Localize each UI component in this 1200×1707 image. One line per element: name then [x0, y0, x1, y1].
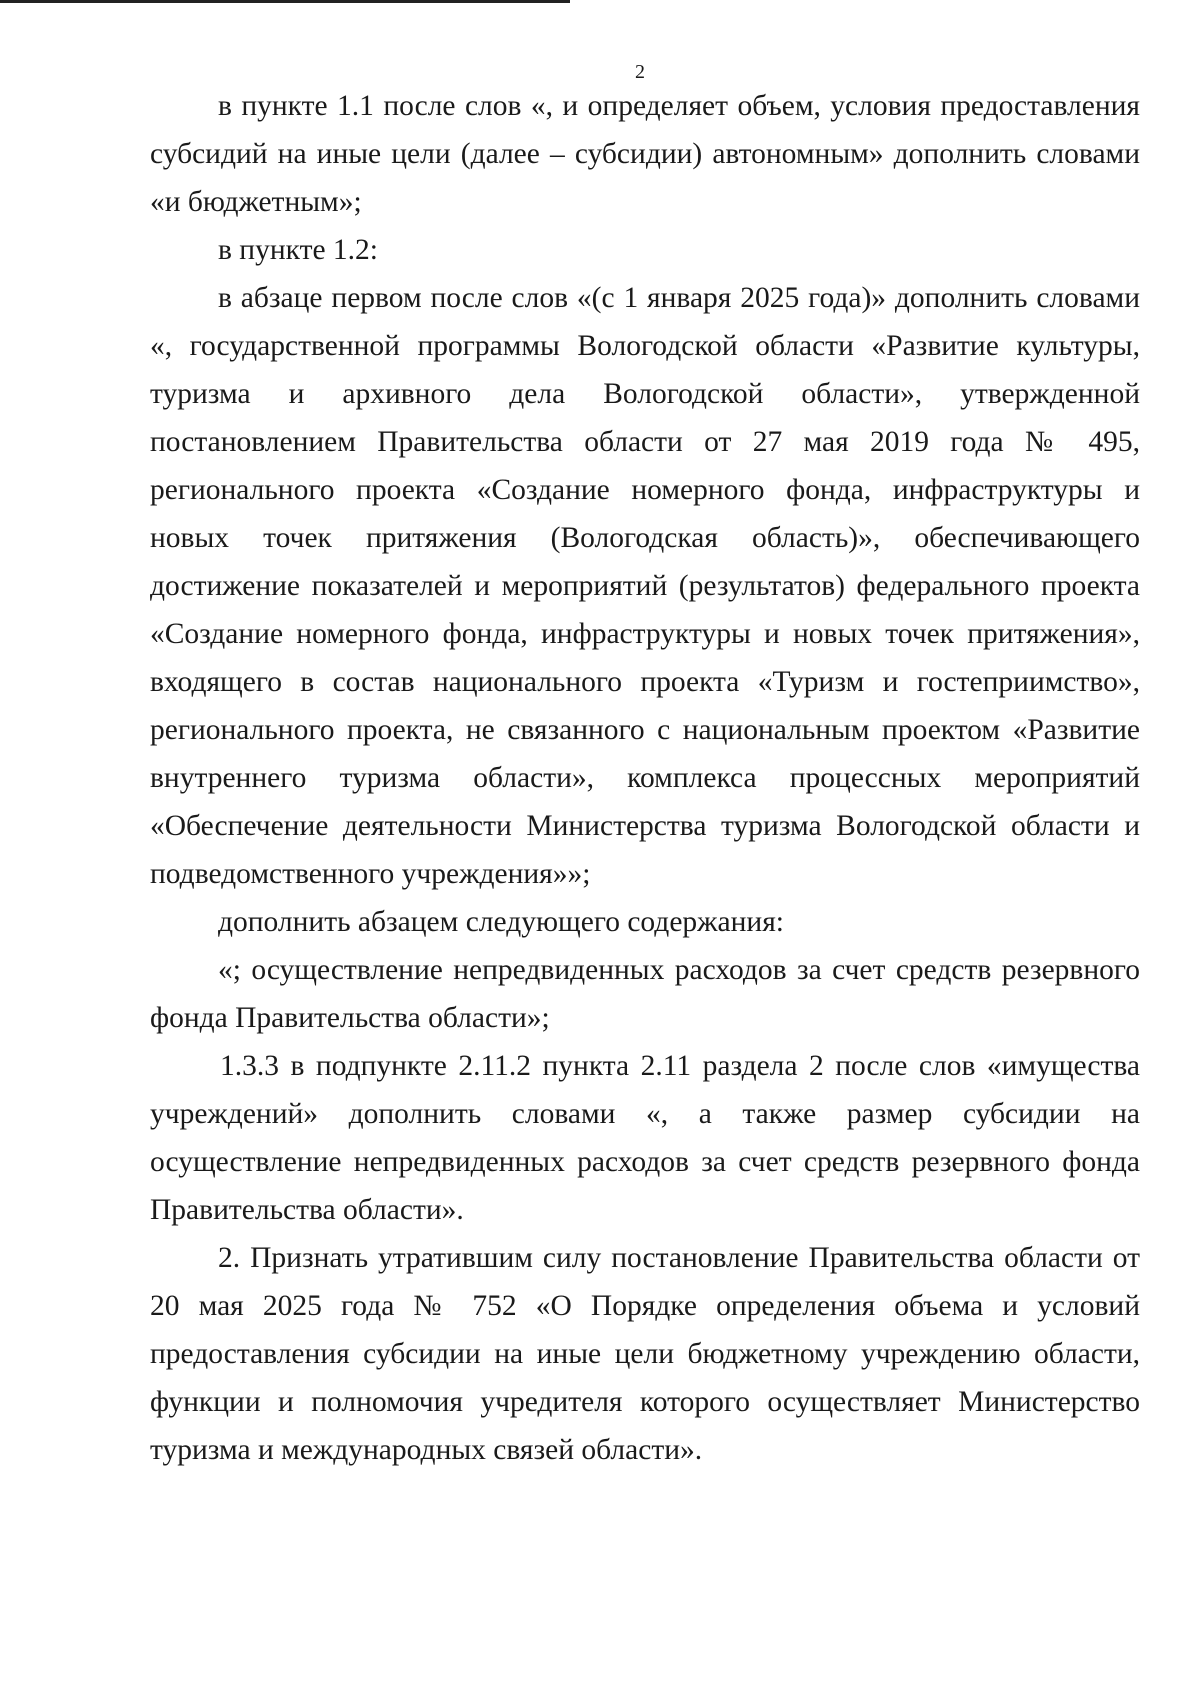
paragraph-1: в пункте 1.1 после слов «, и определяет объем, условия предоставления субсидий на иные цели (далее – субсидии) автономным» дополнить словами «и бюджетным»;: [150, 90, 1140, 218]
paragraph-7: 2. Признать утратившим силу постановление Правительства области от 20 мая 2025 года № 752 «О Порядке определения объема и условий предоставления субсидии на иные цели бюджетному учреждению области, функции и полномочия учредителя которого осуществляет Министерство туризма и международных связей области».: [150, 1242, 1140, 1466]
paragraph-6: 1.3.3 в подпункте 2.11.2 пункта 2.11 раздела 2 после слов «имущества учреждений» дополнить словами «, а также размер субсидии на осуществление непредвиденных расходов за счет средств резервного фонда Правительства области».: [150, 1050, 1140, 1226]
paragraph-5: «; осуществление непредвиденных расходов за счет средств резервного фонда Правительства области»;: [150, 954, 1140, 1034]
paragraph-3: в абзаце первом после слов «(с 1 января 2025 года)» дополнить словами «, государственной программы Вологодской области «Развитие культуры, туризма и архивного дела Вологодской области», утвержденной постановлением Правительства области от 27 мая 2019 года № 495, регионального проекта «Создание номерного фонда, инфраструктуры и новых точек притяжения (Вологодская область)», обеспечивающего достижение показателей и мероприятий (результатов) федерального проекта «Создание номерного фонда, инфраструктуры и новых точек притяжения», входящего в состав национального проекта «Туризм и гостеприимство», регионального проекта, не связанного с национальным проектом «Развитие внутреннего туризма области», комплекса процессных мероприятий «Обеспечение деятельности Министерства туризма Вологодской области и подведомственного учреждения»»;: [150, 282, 1140, 890]
document-body: [150, 82, 1140, 1474]
page-number: 2: [635, 61, 645, 83]
paragraph-4: дополнить абзацем следующего содержания:: [218, 906, 784, 938]
paragraph-2: в пункте 1.2:: [218, 234, 379, 266]
top-border-line: [0, 0, 570, 3]
